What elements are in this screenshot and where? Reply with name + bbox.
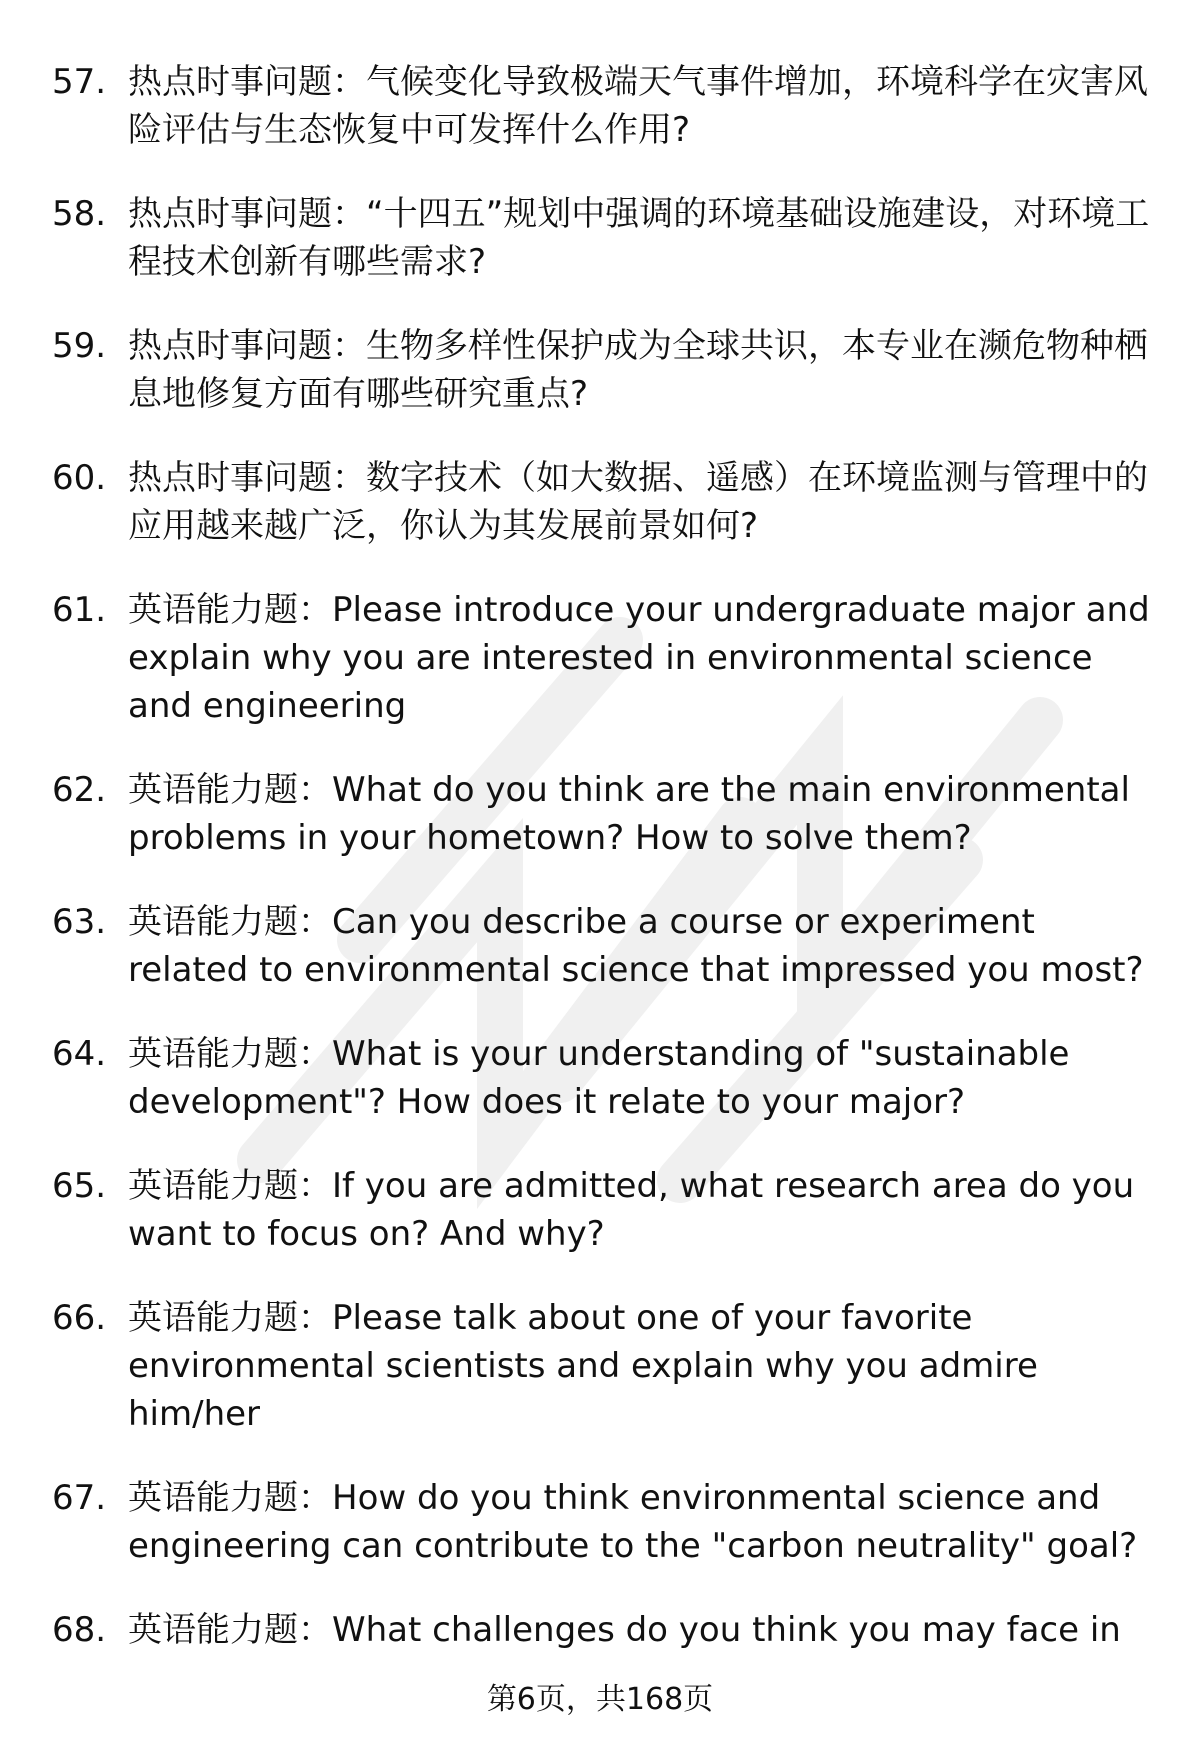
question-category: 热点时事问题： [128, 62, 366, 102]
question-body: What challenges do you think you may face in [332, 1610, 1121, 1650]
question-number: 67. [52, 1478, 107, 1518]
question-item [0, 1474, 1200, 1570]
question-item [0, 766, 1200, 862]
question-text [128, 190, 1160, 286]
question-body: What do you think are the main environmental problems in your hometown? How to solve them? [128, 770, 1130, 858]
question-category: 英语能力题： [128, 1478, 332, 1518]
question-category: 英语能力题： [128, 1034, 332, 1074]
question-category: 英语能力题： [128, 902, 332, 942]
question-number: 60. [52, 458, 107, 498]
question-number: 66. [52, 1298, 107, 1338]
question-item [0, 1162, 1200, 1258]
question-item [0, 1030, 1200, 1126]
question-category: 英语能力题： [128, 1610, 332, 1650]
question-number: 59. [52, 326, 107, 366]
question-number: 65. [52, 1166, 107, 1206]
question-body: 气候变化导致极端天气事件增加，环境科学在灾害风险评估与生态恢复中可发挥什么作用? [128, 62, 1148, 150]
question-text [128, 766, 1160, 862]
question-text [128, 1030, 1160, 1126]
question-body: If you are admitted, what research area do you want to focus on? And why? [128, 1166, 1135, 1254]
question-text [128, 586, 1160, 730]
question-number: 58. [52, 194, 107, 234]
question-item [0, 454, 1200, 550]
question-text [128, 1294, 1160, 1438]
question-body: 生物多样性保护成为全球共识，本专业在濒危物种栖息地修复方面有哪些研究重点? [128, 326, 1148, 414]
question-number: 57. [52, 62, 107, 102]
question-body: Can you describe a course or experiment related to environmental science that impressed you most? [128, 902, 1144, 990]
question-item [0, 190, 1200, 286]
question-item [0, 1606, 1200, 1654]
question-number: 63. [52, 902, 107, 942]
question-text [128, 322, 1160, 418]
question-item [0, 898, 1200, 994]
question-category: 英语能力题： [128, 770, 332, 810]
question-list [0, 58, 1200, 1690]
question-body: How do you think environmental science and engineering can contribute to the "carbon neutrality" goal? [128, 1478, 1138, 1566]
question-category: 热点时事问题： [128, 194, 366, 234]
question-body: What is your understanding of "sustainable development"? How does it relate to your major? [128, 1034, 1070, 1122]
question-body: 数字技术（如大数据、遥感）在环境监测与管理中的应用越来越广泛，你认为其发展前景如何? [128, 458, 1148, 546]
question-number: 68. [52, 1610, 107, 1650]
question-category: 热点时事问题： [128, 458, 366, 498]
question-text [128, 1162, 1160, 1258]
question-body: Please introduce your undergraduate major and explain why you are interested in environmental science and engineering [128, 590, 1150, 726]
question-category: 英语能力题： [128, 1298, 332, 1338]
question-item [0, 586, 1200, 730]
question-item [0, 58, 1200, 154]
question-body: Please talk about one of your favorite environmental scientists and explain why you admire him/her [128, 1298, 1038, 1434]
question-text [128, 1606, 1160, 1654]
question-number: 61. [52, 590, 107, 630]
question-item [0, 322, 1200, 418]
question-number: 64. [52, 1034, 107, 1074]
question-item [0, 1294, 1200, 1438]
question-text [128, 898, 1160, 994]
question-category: 英语能力题： [128, 1166, 332, 1206]
question-category: 英语能力题： [128, 590, 332, 630]
question-text [128, 58, 1160, 154]
question-text [128, 454, 1160, 550]
question-number: 62. [52, 770, 107, 810]
question-body: “十四五”规划中强调的环境基础设施建设，对环境工程技术创新有哪些需求? [128, 194, 1150, 282]
page-footer: 第6页，共168页 [486, 1682, 714, 1717]
question-text [128, 1474, 1160, 1570]
question-category: 热点时事问题： [128, 326, 366, 366]
